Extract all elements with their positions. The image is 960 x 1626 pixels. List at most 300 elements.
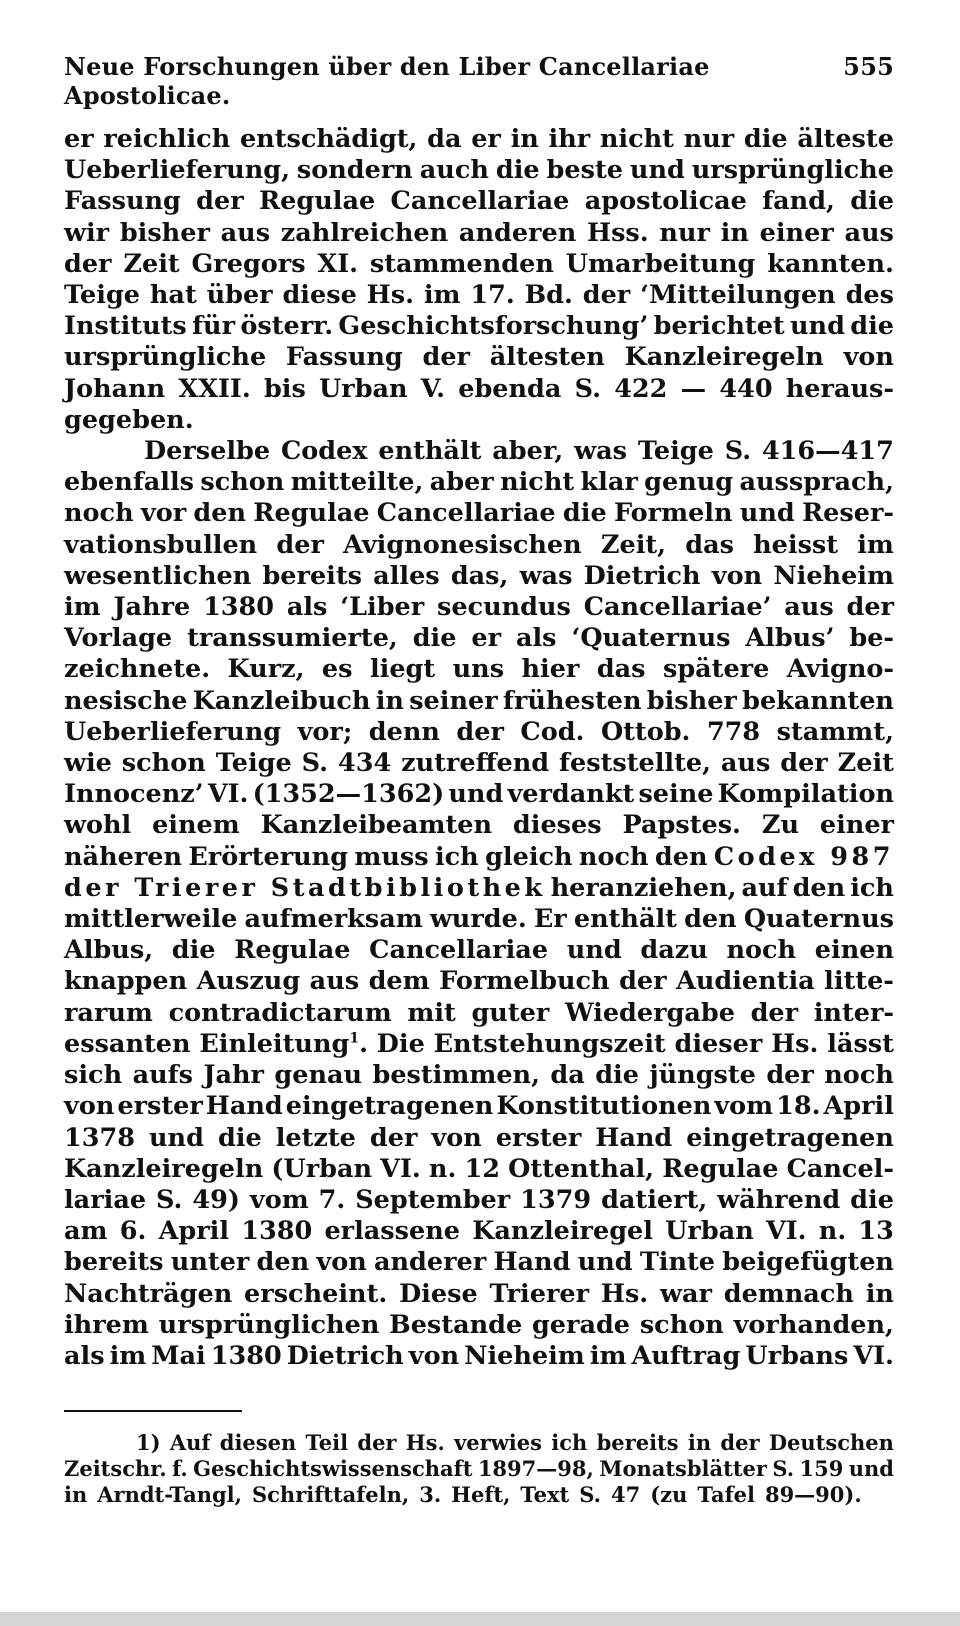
word: Nieheim — [773, 560, 894, 591]
word: 89—90). — [764, 1482, 862, 1508]
word: Quaternus — [743, 904, 894, 935]
word: Albus’ — [745, 623, 835, 654]
word: letzte — [275, 1122, 356, 1153]
word: Hs. — [600, 1278, 649, 1309]
word: S. — [772, 1456, 795, 1482]
word: Kompilation — [717, 779, 894, 810]
word: eingetragenen — [686, 1122, 894, 1153]
word: 3. — [419, 1482, 442, 1508]
text-line — [64, 436, 894, 467]
word: 1380 — [241, 1216, 313, 1247]
word: Cod. — [520, 716, 585, 747]
word: anderer — [373, 1247, 487, 1278]
word: Er — [533, 904, 567, 935]
word: Ueberlieferung — [64, 716, 282, 747]
word: genug — [644, 467, 734, 498]
running-head — [64, 52, 894, 110]
text-line — [64, 530, 894, 561]
word: Derselbe — [144, 436, 271, 467]
word: da — [550, 1060, 585, 1091]
word: aus — [720, 748, 771, 779]
word: bereits — [596, 1430, 679, 1456]
word: erlassene — [324, 1216, 461, 1247]
word: jüngste — [649, 1060, 756, 1091]
text-line — [64, 498, 894, 529]
word: Einleitung$^1$. — [199, 1028, 368, 1059]
word: schon — [639, 1309, 724, 1340]
word: der — [276, 529, 324, 560]
word: zahlreichen — [280, 217, 449, 248]
word: be- — [849, 623, 894, 654]
text-line — [64, 686, 894, 717]
word: hier — [521, 654, 580, 685]
word: es — [321, 654, 353, 685]
word: seine — [638, 779, 714, 810]
word: sondern — [296, 155, 413, 186]
text-line — [64, 1123, 894, 1154]
word: und — [577, 1247, 633, 1278]
text-line — [64, 748, 894, 779]
word: eingetragenen — [285, 1091, 494, 1122]
word: April — [158, 1216, 230, 1247]
word: Urban — [319, 373, 408, 404]
word: Bd. — [524, 280, 573, 311]
word: in — [510, 124, 539, 154]
word: Nachträgen — [64, 1278, 233, 1309]
word: von — [843, 342, 894, 373]
word: aufs — [132, 1060, 193, 1091]
word: Regulae — [662, 1153, 779, 1184]
word: wir — [64, 217, 110, 248]
document-page — [64, 52, 894, 1508]
word: bereits — [64, 1247, 164, 1278]
word: ‘Quaternus — [571, 623, 731, 654]
word: Avignonesischen — [343, 529, 582, 560]
word: S. — [724, 436, 752, 467]
word: schon — [200, 467, 285, 498]
word: bisher — [646, 685, 737, 716]
word: dazu — [640, 935, 708, 966]
word: VI. — [853, 1340, 894, 1371]
word: was — [519, 560, 573, 591]
word: feststellte, — [559, 748, 711, 779]
word: April — [823, 1091, 894, 1122]
word: Kanzleiregel — [472, 1216, 653, 1247]
word: Cancellariae’ — [583, 592, 772, 623]
word: der — [619, 966, 667, 997]
word: verwies — [454, 1430, 542, 1456]
text-line — [64, 374, 894, 405]
word: den — [193, 498, 247, 529]
scan-bottom-band — [0, 1612, 960, 1626]
word: Entstehungszeit — [433, 1028, 666, 1059]
text-line — [64, 405, 894, 436]
word: ihr — [548, 124, 591, 154]
word: Reser- — [801, 498, 894, 529]
word: Urban — [665, 1216, 754, 1247]
word: die — [850, 1184, 894, 1215]
word: 1378 — [64, 1122, 135, 1153]
word: die — [850, 186, 894, 217]
word: Johann — [64, 373, 166, 404]
word: muss — [354, 841, 429, 872]
word: der — [846, 592, 894, 623]
word: heraus- — [785, 373, 894, 404]
word: als — [515, 623, 557, 654]
word: näheren — [64, 841, 183, 872]
word: Teige — [215, 748, 292, 779]
word: mittlerweile — [64, 904, 238, 935]
word: und — [629, 155, 685, 186]
word: ebenfalls — [64, 467, 195, 498]
word: aussprach, — [739, 467, 894, 498]
footnote-line — [64, 1430, 894, 1456]
word: Arndt-Tangl, — [97, 1482, 242, 1508]
word: Heft, — [451, 1482, 511, 1508]
word: enthält — [573, 904, 677, 935]
word: September — [355, 1184, 511, 1215]
footnote-line — [64, 1456, 894, 1482]
word: den — [256, 1247, 310, 1278]
word: aus — [309, 966, 360, 997]
word: Wiedergabe — [564, 997, 735, 1028]
word: am — [64, 1216, 108, 1247]
word: österr. — [240, 311, 334, 342]
word: 17. — [470, 280, 515, 311]
word: stammt, — [776, 716, 894, 747]
word: Cancellariae — [376, 498, 556, 529]
word: vorhanden, — [733, 1309, 894, 1340]
word: 1) — [136, 1430, 161, 1456]
word: — — [680, 373, 707, 404]
word: und — [566, 935, 622, 966]
text-line — [64, 904, 894, 935]
word: die — [217, 1122, 262, 1153]
word: schon — [121, 748, 206, 779]
word: im — [589, 1340, 627, 1371]
word: litte- — [824, 966, 894, 997]
word: wesentlichen — [64, 560, 252, 591]
word: transsumierte, — [187, 623, 398, 654]
footnote-marker[interactable]: 1 — [349, 1030, 360, 1047]
word: bis — [263, 373, 306, 404]
word: war — [660, 1278, 712, 1309]
word: Umarbeitung — [565, 248, 756, 279]
word: Formeln — [613, 498, 733, 529]
word: im — [109, 1340, 147, 1371]
word: Mai — [151, 1340, 206, 1371]
text-line — [64, 1154, 894, 1185]
word: datiert, — [601, 1184, 708, 1215]
word: noch — [824, 1060, 894, 1091]
word: Audientia — [676, 966, 815, 997]
word: Auftrag — [631, 1340, 741, 1371]
text-line — [64, 311, 894, 342]
word: älteste — [797, 124, 894, 154]
text-line — [64, 717, 894, 748]
word: (1352—1362) — [252, 779, 445, 810]
word: Cancellariae — [390, 186, 570, 217]
word: anderen — [458, 217, 577, 248]
word: während — [717, 1184, 841, 1215]
text-line — [64, 342, 894, 373]
word: entschädigt, — [239, 124, 418, 154]
word: 416—417 — [761, 436, 894, 467]
word: vor — [140, 498, 187, 529]
word: zeichnete. — [64, 654, 211, 685]
word: heranziehen, — [550, 872, 737, 903]
text-line — [64, 1247, 894, 1278]
word: Text — [520, 1482, 570, 1508]
word: 47 — [610, 1482, 641, 1508]
word: die — [562, 498, 607, 529]
word: nicht — [599, 124, 674, 154]
word: aber — [429, 467, 494, 498]
word: ich — [434, 841, 479, 872]
word: der — [780, 748, 828, 779]
word: Fassung — [64, 186, 181, 217]
word: Auszug — [196, 966, 301, 997]
word: nesische — [64, 685, 188, 716]
word: Hs. — [366, 280, 414, 311]
word: auf — [741, 872, 788, 903]
word: Regulae — [258, 186, 376, 217]
word: S. — [574, 373, 601, 404]
word: S. — [301, 748, 329, 779]
text-line — [64, 935, 894, 966]
text-line — [64, 218, 894, 249]
text-line — [64, 155, 894, 186]
text-line — [64, 1060, 894, 1091]
word: die — [850, 311, 894, 342]
text-line — [64, 1185, 894, 1216]
word: da — [427, 124, 462, 154]
word: wohl — [64, 810, 132, 841]
word: unter — [170, 1247, 250, 1278]
word: Trierer — [489, 1278, 590, 1309]
word: 440 — [719, 373, 773, 404]
page-number: 555 — [843, 52, 894, 81]
word: fand, — [762, 186, 835, 217]
word: einen — [814, 935, 894, 966]
word: 6. — [119, 1216, 147, 1247]
word: und — [149, 1122, 204, 1153]
word: Hand — [595, 1122, 673, 1153]
text-line — [64, 1029, 894, 1060]
word: Bestande — [389, 1309, 523, 1340]
word: dem — [368, 966, 430, 997]
word: (zu — [650, 1482, 688, 1508]
word: berichtet — [653, 311, 785, 342]
word: Regulae — [253, 498, 370, 529]
text-line — [64, 998, 894, 1029]
word: er — [471, 124, 501, 154]
word: genau — [274, 1060, 363, 1091]
word: Kurz, — [227, 654, 305, 685]
word: das, — [450, 560, 509, 591]
word: Nieheim — [464, 1340, 585, 1371]
word: bekannten — [742, 685, 894, 716]
text-line — [64, 779, 894, 810]
word: apostolicae — [584, 186, 747, 217]
word: beigefügten — [722, 1247, 894, 1278]
word: ich — [850, 872, 894, 903]
word: dieses — [512, 810, 602, 841]
word: 1380 — [203, 592, 275, 623]
word: klar — [580, 467, 638, 498]
text-line — [64, 654, 894, 685]
word: lariae — [64, 1184, 147, 1215]
word: Teige — [637, 436, 714, 467]
word: rarum — [64, 997, 153, 1028]
word: und — [848, 1456, 894, 1482]
word: spätere — [662, 654, 770, 685]
word: wurde. — [429, 904, 527, 935]
spaced-library: der Trierer Stadtbibliothek — [64, 872, 546, 903]
word: 18. — [776, 1091, 821, 1122]
word: Kanzleiregeln — [624, 342, 824, 373]
text-line — [64, 1216, 894, 1247]
word: von — [408, 1340, 460, 1371]
word: bisher — [119, 217, 210, 248]
word: erscheint. — [244, 1278, 388, 1309]
word: Hand — [205, 1091, 283, 1122]
word: Zeit — [837, 748, 894, 779]
word: und — [448, 779, 504, 810]
word: ihrem — [64, 1309, 149, 1340]
word: Geschichtswissenschaft — [193, 1456, 473, 1482]
word: Fassung — [285, 342, 403, 373]
word: 1380 — [210, 1340, 282, 1371]
word: auch — [419, 155, 489, 186]
word: von — [711, 560, 763, 591]
word: als — [64, 1340, 105, 1371]
word: Regulae — [234, 935, 351, 966]
word: der — [766, 1060, 814, 1091]
text-line — [64, 873, 894, 904]
word: von — [431, 1122, 482, 1153]
word: Ueberlieferung, — [64, 155, 290, 186]
word: Dietrich — [286, 1340, 404, 1371]
word: ich — [551, 1430, 588, 1456]
word: ‘Mitteilungen — [640, 280, 836, 311]
word: contradictarum — [168, 997, 392, 1028]
word: für — [192, 311, 236, 342]
word: mit — [407, 997, 456, 1028]
word: Urbans — [745, 1340, 849, 1371]
word: aber, — [492, 436, 564, 467]
footnote-line — [64, 1482, 894, 1508]
word: Zeit — [123, 248, 180, 279]
word: ursprüngliche — [691, 155, 894, 186]
word: von — [316, 1247, 367, 1278]
word: Konstitutionen — [496, 1091, 712, 1122]
word: und — [790, 311, 845, 342]
word: Tinte — [639, 1247, 716, 1278]
word: in — [375, 685, 404, 716]
word: n. — [818, 1216, 847, 1247]
word: Zeitschr. — [64, 1456, 167, 1482]
word: den — [684, 904, 737, 935]
word: die — [595, 1060, 639, 1091]
word: zutreffend — [401, 748, 550, 779]
word: uns — [452, 654, 505, 685]
text-line — [64, 1310, 894, 1341]
text-line — [64, 1341, 894, 1372]
word: einem — [152, 810, 240, 841]
word: XI. — [317, 248, 359, 279]
word: Teil — [305, 1430, 349, 1456]
word: Hand — [493, 1247, 571, 1278]
text-line — [64, 561, 894, 592]
word: nur — [659, 217, 710, 248]
word: aus — [844, 217, 894, 248]
word: der — [456, 716, 504, 747]
text-line — [64, 592, 894, 623]
word: seiner — [409, 685, 498, 716]
word: 12 — [464, 1153, 500, 1184]
word: XXII. — [178, 373, 251, 404]
word: gleich — [485, 841, 573, 872]
word: aus — [220, 217, 271, 248]
word: Teige — [64, 280, 141, 311]
word: was — [574, 436, 627, 467]
word: ursprünglichen — [158, 1309, 380, 1340]
word: aufmerksam — [244, 904, 423, 935]
word: mitteilte, — [290, 467, 424, 498]
word: noch — [726, 935, 797, 966]
word: VI. — [765, 1216, 807, 1247]
word: über — [206, 280, 273, 311]
word: Auf — [169, 1430, 211, 1456]
word: alles — [373, 560, 440, 591]
text-line — [64, 842, 894, 873]
word: stammenden — [369, 248, 554, 279]
word: Cancel- — [786, 1153, 894, 1184]
word: erster — [117, 1091, 203, 1122]
word: Albus, — [64, 935, 154, 966]
word: liegt — [369, 654, 436, 685]
word: guter — [471, 997, 550, 1028]
word: Codex — [280, 436, 368, 467]
word: vor; — [297, 716, 353, 747]
word: Zeit, — [600, 529, 667, 560]
word: Cancellariae — [369, 935, 549, 966]
word: den — [654, 841, 708, 872]
word: 422 — [614, 373, 668, 404]
word: Kanzleibeamten — [260, 810, 493, 841]
word: Kanzleibuch — [192, 685, 371, 716]
word: noch — [64, 498, 134, 529]
text-line — [64, 810, 894, 841]
word: der — [720, 1430, 760, 1456]
word: in — [720, 217, 749, 248]
word: in — [64, 1482, 88, 1508]
word: VI. — [380, 1153, 421, 1184]
word: dieser — [674, 1028, 763, 1059]
word: diese — [282, 280, 357, 311]
word: Hs. — [771, 1028, 819, 1059]
word: Geschichtsforschung’ — [338, 311, 649, 342]
text-line — [64, 249, 894, 280]
spaced-codex: Codex 987 — [713, 841, 894, 872]
text-line — [64, 124, 894, 155]
word: aus — [784, 592, 834, 623]
word: Innocenz’ — [64, 779, 204, 810]
text-line — [64, 186, 894, 217]
word: der — [422, 342, 470, 373]
word: er — [471, 623, 502, 654]
